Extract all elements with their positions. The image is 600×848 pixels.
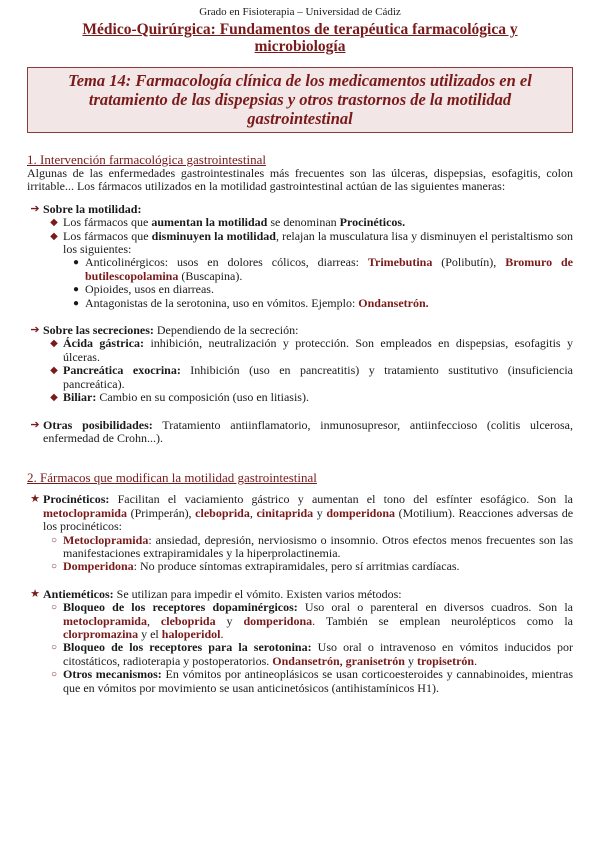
bullet-opioides: ● Opioides, usos en diarreas. [67, 283, 573, 296]
section-2-title: 2. Fármacos que modifican la motilidad gastrointestinal [27, 470, 317, 486]
star-icon: ★ [30, 587, 40, 600]
bullet-domperidona-adversas: ○ Domperidona: No produce síntomas extrapiramidales, pero sí arritmias cardíacas. [45, 560, 573, 573]
bullet-procineticos: ★ Procinéticos: Facilitan el vaciamiento gástrico y aumentan el tono del esfínter esofágico. Son la metoclopramida (Primperán), cleboprida, cinitaprida y domperidona (Motilium). Reacciones adversas de los procinéticos: [27, 493, 573, 533]
program-header: Grado en Fisioterapia – Universidad de Cádiz [199, 6, 401, 18]
bullet-biliar: ◆ Biliar: Cambio en su composición (uso en litiasis). [45, 391, 573, 404]
disc-icon: ● [72, 297, 80, 309]
document-page [27, 0, 573, 695]
diamond-icon: ◆ [50, 230, 58, 242]
diamond-icon: ◆ [50, 392, 58, 404]
bullet-motilidad [27, 203, 573, 216]
bullet-antiemeticos: ★ Antieméticos: Se utilizan para impedir el vómito. Existen varios métodos: [27, 588, 573, 601]
arrow-icon: ➔ [30, 324, 40, 337]
subject-title: Médico-Quirúrgica: Fundamentos de terapéutica farmacológica y microbiología [82, 21, 518, 55]
circle-icon: ○ [50, 602, 58, 614]
bullet-acida: ◆ Ácida gástrica: inhibición, neutralización y protección. Son empleados en dispepsias, esofagitis y úlceras. [45, 337, 573, 364]
bullet-serotonina: ○ Bloqueo de los receptores para la serotonina: Uso oral o intravenoso en vómitos inducidos por citostáticos, radioterapia y postoperatorios. Ondansetrón, granisetrón y tropisetrón. [45, 641, 573, 668]
bullet-antagonistas: ● Antagonistas de la serotonina, uso en vómitos. Ejemplo: Ondansetrón. [67, 297, 573, 310]
star-icon: ★ [30, 493, 40, 506]
bullet-disminuyen: ◆ Los fármacos que disminuyen la motilidad, relajan la musculatura lisa y disminuyen el peristaltismo son los siguientes: [45, 230, 573, 257]
diamond-icon: ◆ [50, 365, 58, 377]
bullet-secreciones: ➔ Sobre las secreciones: Dependiendo de la secreción: [27, 324, 573, 337]
circle-icon: ○ [50, 642, 58, 654]
diamond-icon: ◆ [50, 338, 58, 350]
disc-icon: ● [72, 257, 80, 269]
section-1-intro: Algunas de las enfermedades gastrointestinales más frecuentes son las úlceras, dispepsias, esofagitis, colon irritable... Los fármacos utilizados en la motilidad gastrointestinal actúan de las siguientes maneras: [27, 166, 573, 194]
bullet-otras: ➔ Otras posibilidades: Tratamiento antiinflamatorio, inmunosupresor, antiinfeccioso (colitis ulcerosa, enfermedad de Crohn...). [27, 419, 573, 446]
bullet-dopaminergicos: ○ Bloqueo de los receptores dopaminérgicos: Uso oral o parenteral en diversos cuadros. Son la metoclopramida, cleboprida y domperidona. También se emplean neurolépticos como la clorpromazina y el haloperidol. [45, 601, 573, 641]
bullet-aumentan: ◆ Los fármacos que aumentan la motilidad se denominan Procinéticos. [45, 216, 573, 229]
diamond-icon: ◆ [50, 217, 58, 229]
bullet-metoclopramida-adversas: ○ Metoclopramida: ansiedad, depresión, nerviosismo o insomnio. Otros efectos menos frecuentes son las manifestaciones extrapiramidales y la hiperprolactinemia. [45, 534, 573, 561]
motilidad-title: Sobre la motilidad: [43, 201, 142, 216]
section-1-title: 1. Intervención farmacológica gastrointestinal [27, 152, 266, 167]
bullet-anticolinergicos: ● Anticolinérgicos: usos en dolores cólicos, diarreas: Trimebutina (Polibutín), Bromuro de butilescopolamina (Buscapina). [67, 256, 573, 283]
arrow-icon: ➔ [30, 418, 40, 431]
bullet-otros-mecanismos: ○ Otros mecanismos: En vómitos por antineoplásicos se usan corticoesteroides y cannabinoides, mientras que en vómitos por movimiento se usan anticinetósicos (antihistamínicos H1). [45, 668, 573, 695]
circle-icon: ○ [50, 561, 58, 573]
arrow-icon: ➔ [30, 202, 40, 215]
bullet-pancreatica: ◆ Pancreática exocrina: Inhibición (uso en pancreatitis) y tratamiento sustitutivo (insuficiencia pancreática). [45, 364, 573, 391]
circle-icon: ○ [50, 669, 58, 681]
circle-icon: ○ [50, 534, 58, 546]
topic-box: Tema 14: Farmacología clínica de los medicamentos utilizados en el tratamiento de las dispepsias y otros trastornos de la motilidad gastrointestinal [27, 67, 573, 133]
disc-icon: ● [72, 284, 80, 296]
